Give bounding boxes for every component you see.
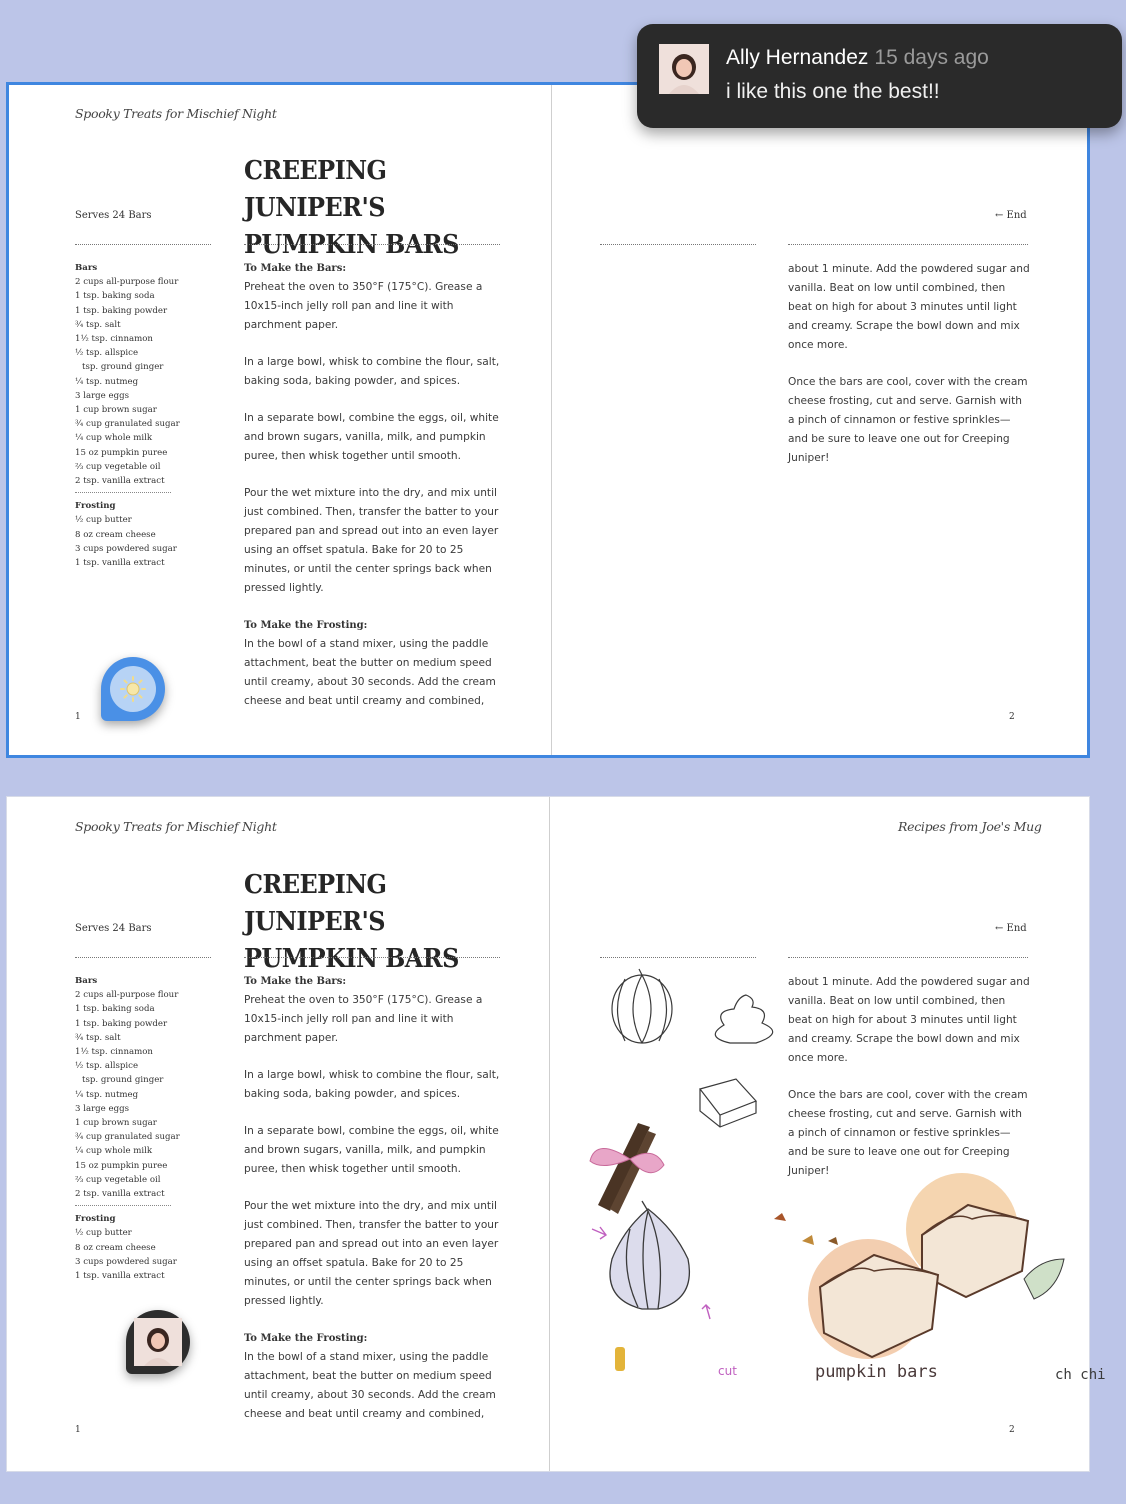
ingredient-item: 1 tsp. baking powder xyxy=(75,1018,168,1029)
title-line-1: CREEPING JUNIPER'S xyxy=(244,156,387,223)
arrow-doodle xyxy=(592,1227,606,1239)
ingredient-item: ¼ tsp. nutmeg xyxy=(75,1089,139,1100)
serves-label: Serves 24 Bars xyxy=(75,210,152,221)
method-paragraph: In a large bowl, whisk to combine the flour, salt, baking soda, baking powder, and spices. xyxy=(244,1069,500,1100)
method-paragraph: Pour the wet mixture into the dry, and mix until just combined. Then, transfer the batter to your prepared pan and spread out into an even layer using an offset spatula. Bake for 20 to 25 minutes, or until the center springs back when pressed lightly. xyxy=(244,1200,499,1307)
ingredient-separator xyxy=(75,1205,171,1206)
frosting-subheading: To Make the Frosting: xyxy=(244,620,368,631)
ingredient-item: 2 cups all-purpose flour xyxy=(75,277,179,288)
method-paragraph: Pour the wet mixture into the dry, and mix until just combined. Then, transfer the batter to your prepared pan and spread out into an even layer using an offset spatula. Bake for 20 to 25 minutes, or until the center springs back when pressed lightly. xyxy=(244,487,499,594)
ingredient-item: 2 cups all-purpose flour xyxy=(75,990,179,1001)
title-line-2: PUMPKIN BARS xyxy=(244,944,459,974)
page-number: 2 xyxy=(1009,1425,1015,1435)
method-text-continued xyxy=(788,260,1030,486)
dotted-rule xyxy=(600,244,756,245)
serves-label: Serves 24 Bars xyxy=(75,923,152,934)
ingredient-item: ½ tsp. allspice xyxy=(75,348,139,359)
ingredient-list xyxy=(75,974,225,1283)
ingredient-item: ¾ cup granulated sugar xyxy=(75,1132,180,1143)
end-link[interactable]: ← End xyxy=(995,210,1027,221)
leaves-doodle xyxy=(774,1213,838,1245)
method-paragraph: Preheat the oven to 350°F (175°C). Grease a 10x15-inch jelly roll pan and line it with parchment paper. xyxy=(244,994,483,1044)
ingredient-separator xyxy=(75,492,171,493)
dotted-rule xyxy=(244,244,500,245)
ingredient-item: ⅔ cup vegetable oil xyxy=(75,461,161,472)
ingredient-item: ½ cup butter xyxy=(75,1228,132,1239)
ingredient-item: ¾ tsp. salt xyxy=(75,1032,121,1043)
comment-author-line xyxy=(726,46,989,70)
ingredient-list xyxy=(75,261,225,570)
butter-dish-doodle xyxy=(700,1079,756,1127)
ingredient-item: ½ cup butter xyxy=(75,515,132,526)
mustard-doodle xyxy=(615,1347,625,1371)
method-paragraph: Preheat the oven to 350°F (175°C). Grease a 10x15-inch jelly roll pan and line it with parchment paper. xyxy=(244,281,483,331)
ingredient-item: 1 tsp. vanilla extract xyxy=(75,558,165,569)
title-line-2: PUMPKIN BARS xyxy=(244,230,459,260)
end-link[interactable]: ← End xyxy=(995,923,1027,934)
ingredient-item: 1 tsp. vanilla extract xyxy=(75,1271,165,1282)
sun-icon xyxy=(110,666,156,712)
ingredient-item: tsp. ground ginger xyxy=(82,362,164,373)
ingredient-item: ¾ cup granulated sugar xyxy=(75,419,180,430)
comment-author: Ally Hernandez xyxy=(726,46,869,69)
method-paragraph: In a separate bowl, combine the eggs, oil, white and brown sugars, vanilla, milk, and pumpkin puree, then whisk together until smooth. xyxy=(244,412,499,462)
comment-pin-avatar[interactable] xyxy=(126,1310,190,1374)
avatar xyxy=(134,1318,182,1366)
method-text xyxy=(244,259,506,729)
pumpkin-bars-caption: pumpkin bars xyxy=(815,1362,938,1382)
method-paragraph: In a separate bowl, combine the eggs, oil, white and brown sugars, vanilla, milk, and pumpkin puree, then whisk together until smooth. xyxy=(244,1125,499,1175)
ingredient-item: ¼ cup whole milk xyxy=(75,433,153,444)
cream-doodle xyxy=(715,995,772,1043)
running-head-right: Recipes from Joe's Mug xyxy=(898,819,1042,834)
ingredient-item: 1 cup brown sugar xyxy=(75,1118,157,1129)
method-paragraph: In the bowl of a stand mixer, using the paddle attachment, beat the butter on medium speed until creamy, about 30 seconds. Add the cream cheese and beat until creamy and combined, xyxy=(244,638,496,707)
comment-popup[interactable] xyxy=(637,24,1122,128)
ingredient-item: 3 large eggs xyxy=(75,1103,129,1114)
method-paragraph: In the bowl of a stand mixer, using the paddle attachment, beat the butter on medium speed until creamy, about 30 seconds. Add the cream cheese and beat until creamy and combined, xyxy=(244,1351,496,1420)
page-number: 1 xyxy=(75,1425,81,1435)
ingredient-item: ⅔ cup vegetable oil xyxy=(75,1174,161,1185)
ingredient-item: ¾ tsp. salt xyxy=(75,319,121,330)
comment-timestamp: 15 days ago xyxy=(874,46,989,69)
doodle-illustrations xyxy=(570,979,1106,1409)
pumpkin-doodle xyxy=(612,969,672,1043)
ingredient-item: 2 tsp. vanilla extract xyxy=(75,476,165,487)
frosting-subheading: To Make the Frosting: xyxy=(244,1333,368,1344)
method-paragraph: Once the bars are cool, cover with the cream cheese frosting, cut and serve. Garnish with a pinch of cinnamon or festive sprinkles—and be sure to leave one out for Creeping Juniper! xyxy=(788,1089,1028,1177)
comment-text: i like this one the best!! xyxy=(726,80,940,103)
ingredient-item: 1 cup brown sugar xyxy=(75,405,157,416)
ingredient-item: ½ tsp. allspice xyxy=(75,1061,139,1072)
dotted-rule xyxy=(788,244,1028,245)
cut-label: cut xyxy=(718,1364,737,1378)
ingredient-heading-frosting: Frosting xyxy=(75,501,116,512)
ingredient-item: tsp. ground ginger xyxy=(82,1075,164,1086)
garlic-doodle xyxy=(610,1201,689,1309)
method-text xyxy=(244,972,506,1442)
ingredient-item: 8 oz cream cheese xyxy=(75,529,156,540)
ingredient-item: 1 tsp. baking powder xyxy=(75,305,168,316)
avatar xyxy=(659,44,709,94)
running-head-left: Spooky Treats for Mischief Night xyxy=(75,819,277,834)
ingredient-item: 3 cups powdered sugar xyxy=(75,543,177,554)
cropped-edge-text: ch chi xyxy=(1055,1367,1106,1383)
pumpkin-bars-doodle xyxy=(808,1173,1064,1359)
spine-divider xyxy=(551,85,552,755)
ingredient-item: 15 oz pumpkin puree xyxy=(75,1160,168,1171)
comment-pin[interactable] xyxy=(101,657,165,721)
method-paragraph: Once the bars are cool, cover with the cream cheese frosting, cut and serve. Garnish with a pinch of cinnamon or festive sprinkles—and be sure to leave one out for Creeping Juniper! xyxy=(788,376,1028,464)
title-line-1: CREEPING JUNIPER'S xyxy=(244,870,387,937)
page-spread-1[interactable] xyxy=(6,82,1090,758)
page-spread-2[interactable] xyxy=(6,796,1106,1472)
ingredient-item: 1½ tsp. cinnamon xyxy=(75,334,153,345)
ingredient-item: ¼ cup whole milk xyxy=(75,1146,153,1157)
method-paragraph: about 1 minute. Add the powdered sugar and vanilla. Beat on low until combined, then beat on high for about 3 minutes until light and creamy. Scrape the bowl down and mix once more. xyxy=(788,263,1030,351)
ingredient-item: 15 oz pumpkin puree xyxy=(75,447,168,458)
ingredient-item: 3 large eggs xyxy=(75,390,129,401)
page-number: 2 xyxy=(1009,712,1015,722)
arrow-doodle xyxy=(702,1305,710,1319)
ingredient-item: ¼ tsp. nutmeg xyxy=(75,376,139,387)
ingredient-heading-frosting: Frosting xyxy=(75,1214,116,1225)
recipe-title xyxy=(244,153,520,264)
ingredient-heading-bars: Bars xyxy=(75,263,98,273)
bars-subheading: To Make the Bars: xyxy=(244,263,347,274)
ingredient-item: 1 tsp. baking soda xyxy=(75,1004,155,1015)
ingredient-item: 1 tsp. baking soda xyxy=(75,291,155,302)
page-number: 1 xyxy=(75,712,81,722)
dotted-rule xyxy=(75,244,211,245)
method-paragraph: In a large bowl, whisk to combine the flour, salt, baking soda, baking powder, and spices. xyxy=(244,356,500,387)
bars-subheading: To Make the Bars: xyxy=(244,976,347,987)
dotted-rule xyxy=(244,957,500,958)
ingredient-item: 1½ tsp. cinnamon xyxy=(75,1047,153,1058)
dotted-rule xyxy=(600,957,756,958)
ingredient-item: 8 oz cream cheese xyxy=(75,1242,156,1253)
dotted-rule xyxy=(788,957,1028,958)
cinnamon-doodle xyxy=(590,1123,664,1214)
ingredient-heading-bars: Bars xyxy=(75,976,98,986)
ingredient-item: 2 tsp. vanilla extract xyxy=(75,1189,165,1200)
recipe-title xyxy=(244,867,520,978)
method-paragraph: about 1 minute. Add the powdered sugar and vanilla. Beat on low until combined, then beat on high for about 3 minutes until light and creamy. Scrape the bowl down and mix once more. xyxy=(788,976,1030,1064)
dotted-rule xyxy=(75,957,211,958)
ingredient-item: 3 cups powdered sugar xyxy=(75,1256,177,1267)
spine-divider xyxy=(549,797,550,1471)
running-head-left: Spooky Treats for Mischief Night xyxy=(75,106,277,121)
